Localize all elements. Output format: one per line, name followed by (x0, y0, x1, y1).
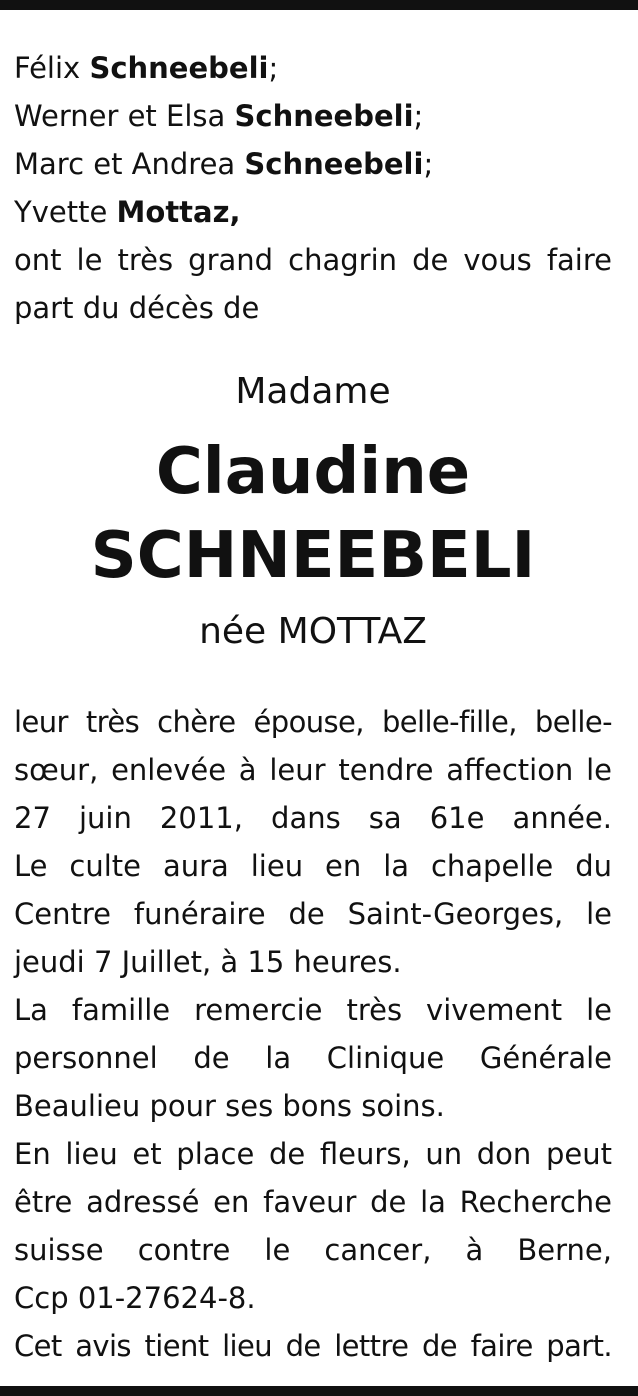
sender-line (14, 92, 612, 140)
body-line: jeudi 7 Juillet, à 15 heures. (14, 945, 402, 979)
body-line: être adressé en faveur de la Recherche (14, 1185, 612, 1219)
sender-first-names: Marc et Andrea (14, 147, 245, 181)
body-line: La famille remercie très vivement le (14, 993, 612, 1027)
body-line: leur très chère épouse, belle-fille, belle- (14, 705, 612, 739)
maiden-name: née MOTTAZ (199, 611, 427, 652)
sender-line (14, 44, 612, 92)
intro-line: ont le très grand chagrin de vous faire (14, 243, 612, 277)
body-line: Centre funéraire de Saint-Georges, le (14, 897, 612, 931)
bottom-border-rule (0, 1386, 638, 1396)
deceased-first-name: Claudine (155, 435, 471, 509)
body-line: suisse contre le cancer, à Berne, (14, 1233, 612, 1267)
notice-body (14, 698, 612, 1370)
sender-surname: Schneebeli (89, 51, 269, 85)
body-line: Beaulieu pour ses bons soins. (14, 1089, 445, 1123)
body-line: Le culte aura lieu en la chapelle du (14, 849, 612, 883)
body-line: Ccp 01-27624-8. (14, 1281, 256, 1315)
sender-line (14, 140, 612, 188)
obituary-notice (14, 44, 612, 1370)
sender-punctuation: ; (423, 147, 434, 181)
top-border-rule (0, 0, 638, 10)
body-line: sœur, enlevée à leur tendre affection le (14, 753, 612, 787)
body-line: En lieu et place de fleurs, un don peut (14, 1137, 612, 1171)
sender-punctuation: ; (268, 51, 279, 85)
sender-punctuation: ; (413, 99, 424, 133)
intro-line: part du décès de (14, 291, 260, 325)
sender-surname: Schneebeli (244, 147, 424, 181)
sender-first-names: Félix (14, 51, 90, 85)
sender-surname: Mottaz, (116, 195, 241, 229)
sender-first-names: Werner et Elsa (14, 99, 235, 133)
deceased-last-name: SCHNEEBELI (90, 519, 536, 593)
sender-line (14, 188, 612, 236)
body-line: personnel de la Clinique Générale (14, 1041, 612, 1075)
body-line: Cet avis tient lieu de lettre de faire part. (14, 1329, 612, 1363)
honorific-title: Madame (235, 371, 391, 412)
sender-surname: Schneebeli (234, 99, 414, 133)
body-line: 27 juin 2011, dans sa 61e année. (14, 801, 612, 835)
sender-first-names: Yvette (14, 195, 117, 229)
